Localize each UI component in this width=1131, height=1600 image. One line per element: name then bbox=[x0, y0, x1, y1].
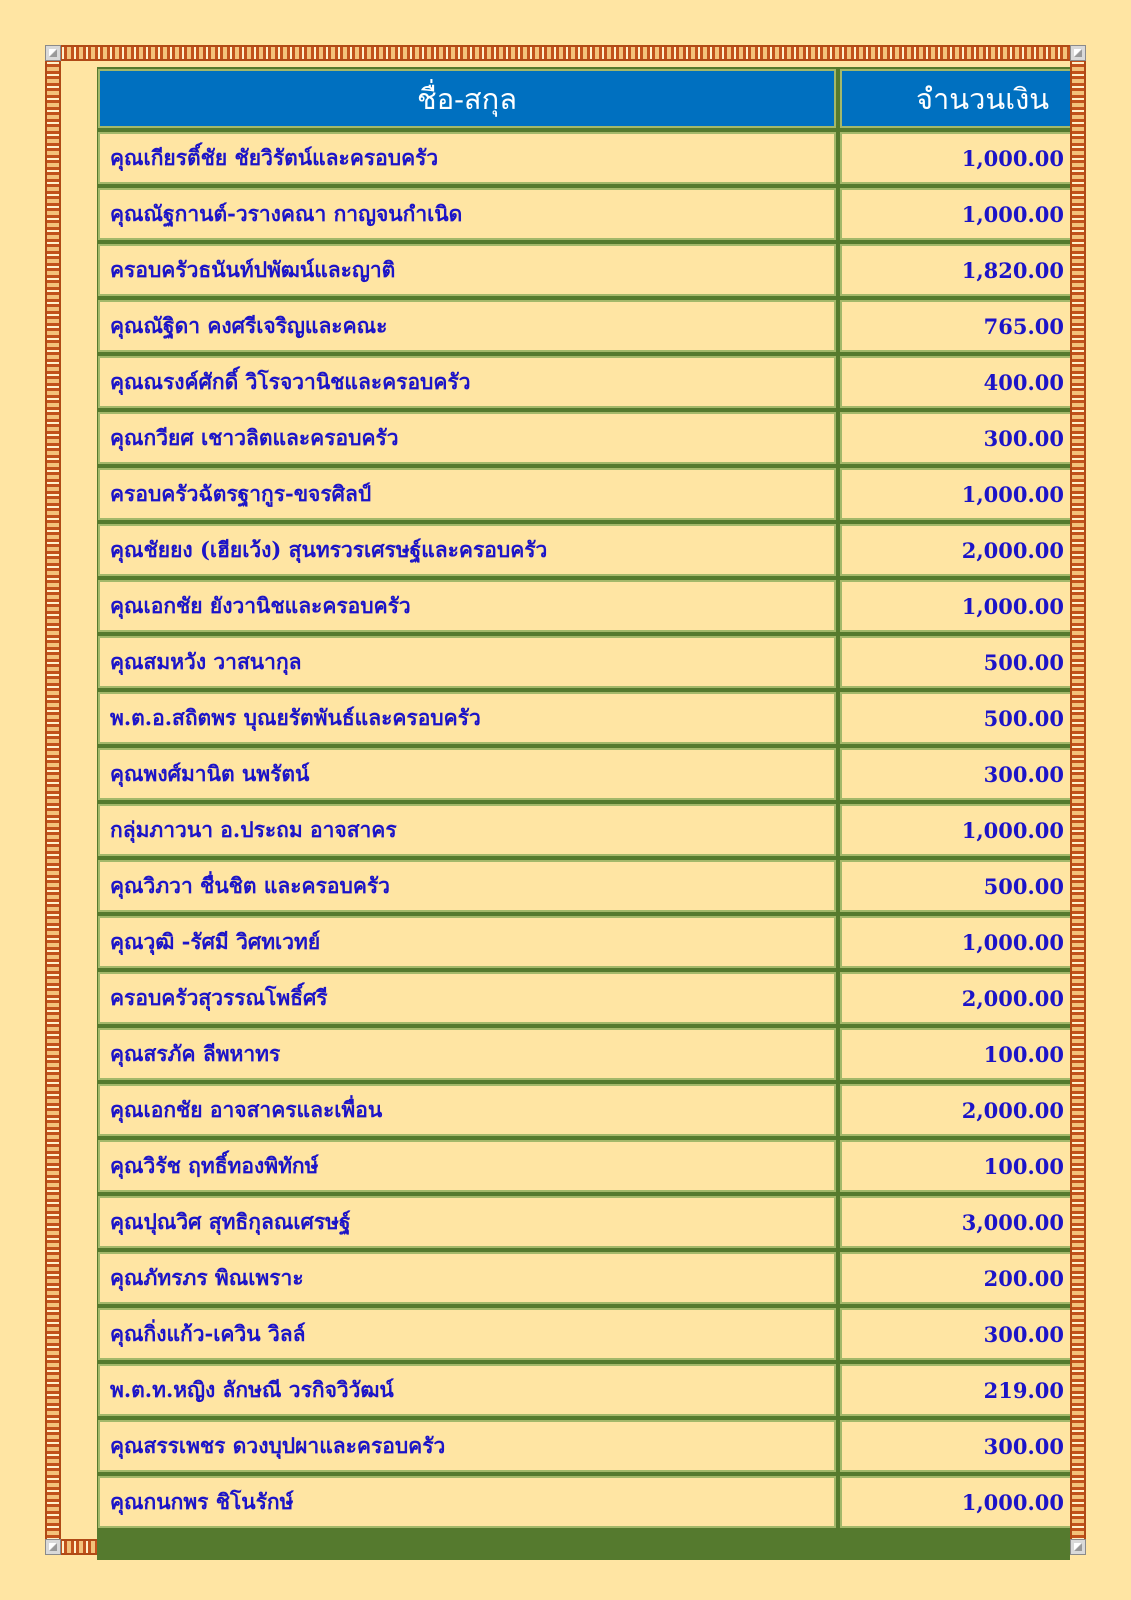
donor-name: คุณเอกชัย อาจสาครและเพื่อน bbox=[98, 1084, 836, 1136]
donation-amount: 1,000.00 bbox=[840, 132, 1070, 184]
frame-border-left bbox=[45, 45, 61, 1555]
frame-border-right bbox=[1070, 45, 1086, 1555]
donation-amount: 100.00 bbox=[840, 1028, 1070, 1080]
donation-amount: 219.00 bbox=[840, 1364, 1070, 1416]
donation-amount: 1,000.00 bbox=[840, 804, 1070, 856]
table-body bbox=[98, 132, 1070, 1528]
donation-amount: 500.00 bbox=[840, 636, 1070, 688]
donation-amount: 300.00 bbox=[840, 1420, 1070, 1472]
table-row bbox=[98, 1084, 1070, 1136]
donor-name: ครอบครัวธนันท์ปพัฒน์และญาติ bbox=[98, 244, 836, 296]
table-row bbox=[98, 244, 1070, 296]
donor-name: คุณกนกพร ชิโนรักษ์ bbox=[98, 1476, 836, 1528]
donor-name: คุณชัยยง (เฮียเว้ง) สุนทรวรเศรษฐ์และครอบครัว bbox=[98, 524, 836, 576]
table-row bbox=[98, 804, 1070, 856]
donation-amount: 100.00 bbox=[840, 1140, 1070, 1192]
donation-amount: 500.00 bbox=[840, 860, 1070, 912]
donation-amount: 500.00 bbox=[840, 692, 1070, 744]
donor-name: คุณสรภัค ลีพหาทร bbox=[98, 1028, 836, 1080]
table-row bbox=[98, 468, 1070, 520]
donation-amount: 400.00 bbox=[840, 356, 1070, 408]
table-row bbox=[98, 1196, 1070, 1248]
donor-name: คุณวิภวา ชื่นชิต และครอบครัว bbox=[98, 860, 836, 912]
donation-amount: 1,000.00 bbox=[840, 916, 1070, 968]
donor-name: ครอบครัวสุวรรณโพธิ์ศรี bbox=[98, 972, 836, 1024]
frame-corner-bottom-right bbox=[1070, 1539, 1086, 1555]
table-row bbox=[98, 356, 1070, 408]
donor-name: ครอบครัวฉัตรฐากูร-ขจรศิลป์ bbox=[98, 468, 836, 520]
table-row bbox=[98, 636, 1070, 688]
donation-amount: 300.00 bbox=[840, 748, 1070, 800]
donation-amount: 1,000.00 bbox=[840, 188, 1070, 240]
table-row bbox=[98, 1420, 1070, 1472]
donor-table-container bbox=[97, 67, 1070, 1560]
table-row bbox=[98, 1252, 1070, 1304]
donor-name: คุณเอกชัย ยังวานิชและครอบครัว bbox=[98, 580, 836, 632]
table-row bbox=[98, 412, 1070, 464]
donation-amount: 2,000.00 bbox=[840, 972, 1070, 1024]
frame-corner-top-left bbox=[45, 45, 61, 61]
table-row bbox=[98, 972, 1070, 1024]
table-row bbox=[98, 524, 1070, 576]
donor-name: พ.ต.ท.หญิง ลักษณี วรกิจวิวัฒน์ bbox=[98, 1364, 836, 1416]
donor-name: คุณกิ่งแก้ว-เควิน วิลล์ bbox=[98, 1308, 836, 1360]
donor-name: คุณภัทรภร พิณเพราะ bbox=[98, 1252, 836, 1304]
table-row bbox=[98, 1364, 1070, 1416]
table-row bbox=[98, 748, 1070, 800]
donor-name: คุณเกียรติ์ชัย ชัยวิรัตน์และครอบครัว bbox=[98, 132, 836, 184]
donor-name: คุณณรงค์ศักดิ์ วิโรจวานิชและครอบครัว bbox=[98, 356, 836, 408]
donation-amount: 1,820.00 bbox=[840, 244, 1070, 296]
donation-amount: 300.00 bbox=[840, 412, 1070, 464]
donation-amount: 765.00 bbox=[840, 300, 1070, 352]
donor-name: คุณณัฐิดา คงศรีเจริญและคณะ bbox=[98, 300, 836, 352]
donor-name: คุณปุณวิศ สุทธิกุลณเศรษฐ์ bbox=[98, 1196, 836, 1248]
table-row bbox=[98, 1028, 1070, 1080]
table-row bbox=[98, 916, 1070, 968]
table-row bbox=[98, 300, 1070, 352]
donation-amount: 2,000.00 bbox=[840, 1084, 1070, 1136]
donor-name: คุณสมหวัง วาสนากุล bbox=[98, 636, 836, 688]
header-name: ชื่อ-สกุล bbox=[98, 69, 836, 128]
table-row bbox=[98, 580, 1070, 632]
table-row bbox=[98, 1140, 1070, 1192]
donation-amount: 3,000.00 bbox=[840, 1196, 1070, 1248]
donor-name: คุณพงศ์มานิต นพรัตน์ bbox=[98, 748, 836, 800]
frame-border-top bbox=[45, 45, 1086, 61]
donor-name: คุณวิรัช ฤทธิ์ทองพิทักษ์ bbox=[98, 1140, 836, 1192]
table-row bbox=[98, 188, 1070, 240]
donor-name: คุณณัฐกานต์-วรางคณา กาญจนกำเนิด bbox=[98, 188, 836, 240]
donation-amount: 1,000.00 bbox=[840, 468, 1070, 520]
donation-amount: 2,000.00 bbox=[840, 524, 1070, 576]
table-header-row bbox=[98, 69, 1070, 128]
donor-name: กลุ่มภาวนา อ.ประถม อาจสาคร bbox=[98, 804, 836, 856]
header-amount: จำนวนเงิน bbox=[840, 69, 1070, 128]
donation-amount: 1,000.00 bbox=[840, 580, 1070, 632]
donor-name: คุณวุฒิ -รัศมี วิศทเวทย์ bbox=[98, 916, 836, 968]
frame-corner-top-right bbox=[1070, 45, 1086, 61]
table-row bbox=[98, 860, 1070, 912]
donor-name: พ.ต.อ.สถิตพร บุณยรัตพันธ์และครอบครัว bbox=[98, 692, 836, 744]
donor-table bbox=[97, 67, 1070, 1532]
donor-name: คุณสรรเพชร ดวงบุปผาและครอบครัว bbox=[98, 1420, 836, 1472]
donation-amount: 200.00 bbox=[840, 1252, 1070, 1304]
table-row bbox=[98, 1308, 1070, 1360]
frame-corner-bottom-left bbox=[45, 1539, 61, 1555]
table-row bbox=[98, 132, 1070, 184]
table-row bbox=[98, 692, 1070, 744]
donation-amount: 300.00 bbox=[840, 1308, 1070, 1360]
table-row bbox=[98, 1476, 1070, 1528]
donor-name: คุณกวียศ เชาวลิตและครอบครัว bbox=[98, 412, 836, 464]
donation-amount: 1,000.00 bbox=[840, 1476, 1070, 1528]
